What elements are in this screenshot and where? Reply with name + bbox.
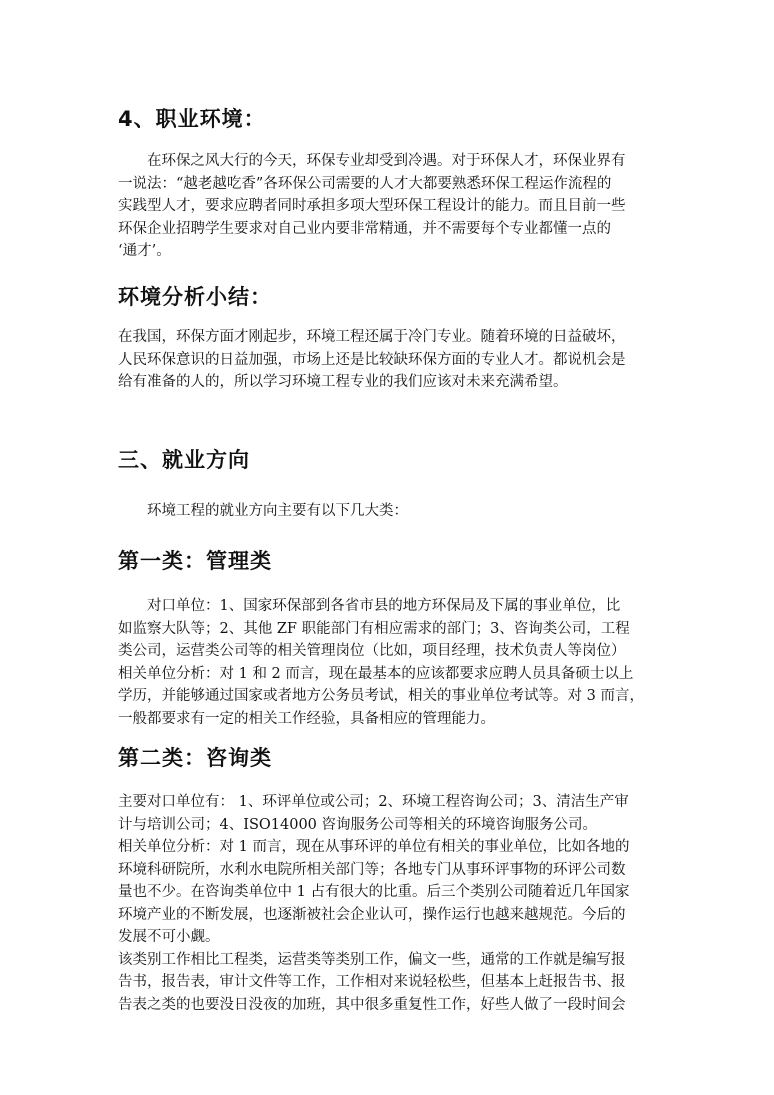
text-line: 对口单位：1、国家环保部到各省市县的地方环保局及下属的事业单位，比 (147, 598, 621, 614)
paragraph-management (118, 595, 666, 730)
section-heading-consulting: 第二类：咨询类 (118, 746, 272, 770)
section-heading-employment-direction: 三、就业方向 (118, 448, 250, 472)
text-line: 主要对口单位有： 1、环评单位或公司；2、环境工程咨询公司；3、清洁生产审 (118, 794, 629, 810)
text-line: 告表之类的也要没日没夜的加班，其中很多重复性工作，好些人做了一段时间会 (118, 996, 626, 1013)
text-line: 一说法：“越老越吃香”各环保公司需要的人才大都要熟悉环保工程运作流程的 (118, 175, 612, 192)
paragraph-consulting (118, 791, 666, 1016)
text-line: 类公司，运营类公司等的相关管理岗位（比如，项目经理，技术负责人等岗位） (118, 643, 626, 659)
paragraph-employment-intro (118, 500, 666, 523)
text-line: 人民环保意识的日益加强，市场上还是比较缺环保方面的专业人才。都说机会是 (118, 351, 626, 368)
section-heading-summary: 环境分析小结： (118, 285, 272, 309)
text-line: ‘通才’。 (118, 243, 171, 259)
text-line: 相关单位分析：对 1 和 2 而言，现在最基本的应该都要求应聘人员具备硕士以上 (118, 665, 634, 682)
text-line: 量也不少。在咨询类单位中 1 占有很大的比重。后三个类别公司随着近几年国家 (118, 884, 630, 900)
text-line: 在我国，环保方面才刚起步，环境工程还属于冷门专业。随着环境的日益破坏， (118, 329, 626, 345)
text-line: 给有准备的人的，所以学习环境工程专业的我们应该对未来充满希望。 (118, 374, 568, 390)
text-line: 相关单位分析：对 1 而言，现在从事环评的单位有相关的事业单位，比如各地的 (118, 839, 630, 855)
text-line: 一般都要求有一定的相关工作经验，具备相应的管理能力。 (118, 710, 495, 727)
paragraph-summary (118, 326, 666, 394)
text-line: 在环保之风大行的今天，环保专业却受到冷遇。对于环保人才，环保业界有 (147, 153, 626, 169)
text-line: 发展不可小觑。 (118, 929, 220, 945)
text-line: 环境工程的就业方向主要有以下几大类： (147, 503, 408, 519)
text-line: 告书，报告表，审计文件等工作，工作相对来说轻松些，但基本上赶报告书、报 (118, 974, 626, 990)
text-line: 环境科研院所，水利水电院所相关部门等；各地专门从事环评事物的环评公司数 (118, 861, 626, 878)
text-line: 计与培训公司；4、ISO14000 咨询服务公司等相关的环境咨询服务公司。 (118, 816, 598, 833)
text-line: 环境产业的不断发展，也逐渐被社会企业认可，操作运行也越来越规范。今后的 (118, 906, 626, 923)
text-line: 环保企业招聘学生要求对自己业内要非常精通，并不需要每个专业都懂一点的 (118, 220, 611, 237)
text-line: 如监察大队等；2、其他 ZF 职能部门有相应需求的部门；3、咨询类公司，工程 (118, 620, 630, 637)
text-line: 该类别工作相比工程类，运营类等类别工作，偏文一些，通常的工作就是编写报 (118, 951, 626, 968)
section-heading-career-environment: 4、职业环境： (118, 107, 266, 131)
section-heading-management: 第一类：管理类 (118, 549, 272, 573)
paragraph-career-environment (118, 150, 666, 263)
text-line: 学历，并能够通过国家或者地方公务员考试，相关的事业单位考试等。对 3 而言， (118, 688, 644, 704)
text-line: 实践型人才，要求应聘者同时承担多项大型环保工程设计的能力。而且目前一些 (118, 198, 626, 214)
